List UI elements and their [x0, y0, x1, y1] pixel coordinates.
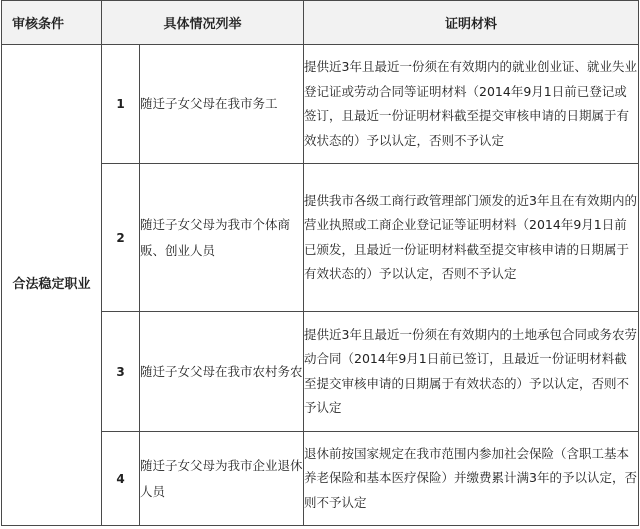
- row-number: 3: [102, 312, 140, 432]
- requirements-table: [1, 0, 639, 526]
- header-material: 证明材料: [304, 1, 639, 45]
- header-condition: 审核条件: [2, 1, 102, 45]
- row-number: 2: [102, 164, 140, 312]
- material-cell: 提供我市各级工商行政管理部门颁发的近3年且在有效期内的营业执照或工商企业登记证等证明材料（2014年9月1日前已颁发，且最近一份证明材料截至提交审核申请的日期属于有效状态的）予以认定，否则不予认定: [304, 164, 639, 312]
- situation-cell: 随迁子女父母为我市企业退休人员: [140, 432, 304, 526]
- table-row: [2, 45, 639, 164]
- condition-cell: 合法稳定职业: [2, 45, 102, 526]
- row-number: 4: [102, 432, 140, 526]
- material-cell: 退休前按国家规定在我市范围内参加社会保险（含职工基本养老保险和基本医疗保险）并缴费累计满3年的予以认定，否则不予认定: [304, 432, 639, 526]
- header-row: [2, 1, 639, 45]
- material-cell: 提供近3年且最近一份须在有效期内的就业创业证、就业失业登记证或劳动合同等证明材料（2014年9月1日前已登记或签订，且最近一份证明材料截至提交审核申请的日期属于有效状态的）予以认定，否则不予认定: [304, 45, 639, 164]
- row-number: 1: [102, 45, 140, 164]
- situation-cell: 随迁子女父母在我市务工: [140, 45, 304, 164]
- header-situation: 具体情况列举: [102, 1, 304, 45]
- situation-cell: 随迁子女父母为我市个体商贩、创业人员: [140, 164, 304, 312]
- situation-cell: 随迁子女父母在我市农村务农: [140, 312, 304, 432]
- material-cell: 提供近3年且最近一份须在有效期内的土地承包合同或务农劳动合同（2014年9月1日前已签订，且最近一份证明材料截至提交审核申请的日期属于有效状态的）予以认定，否则不予认定: [304, 312, 639, 432]
